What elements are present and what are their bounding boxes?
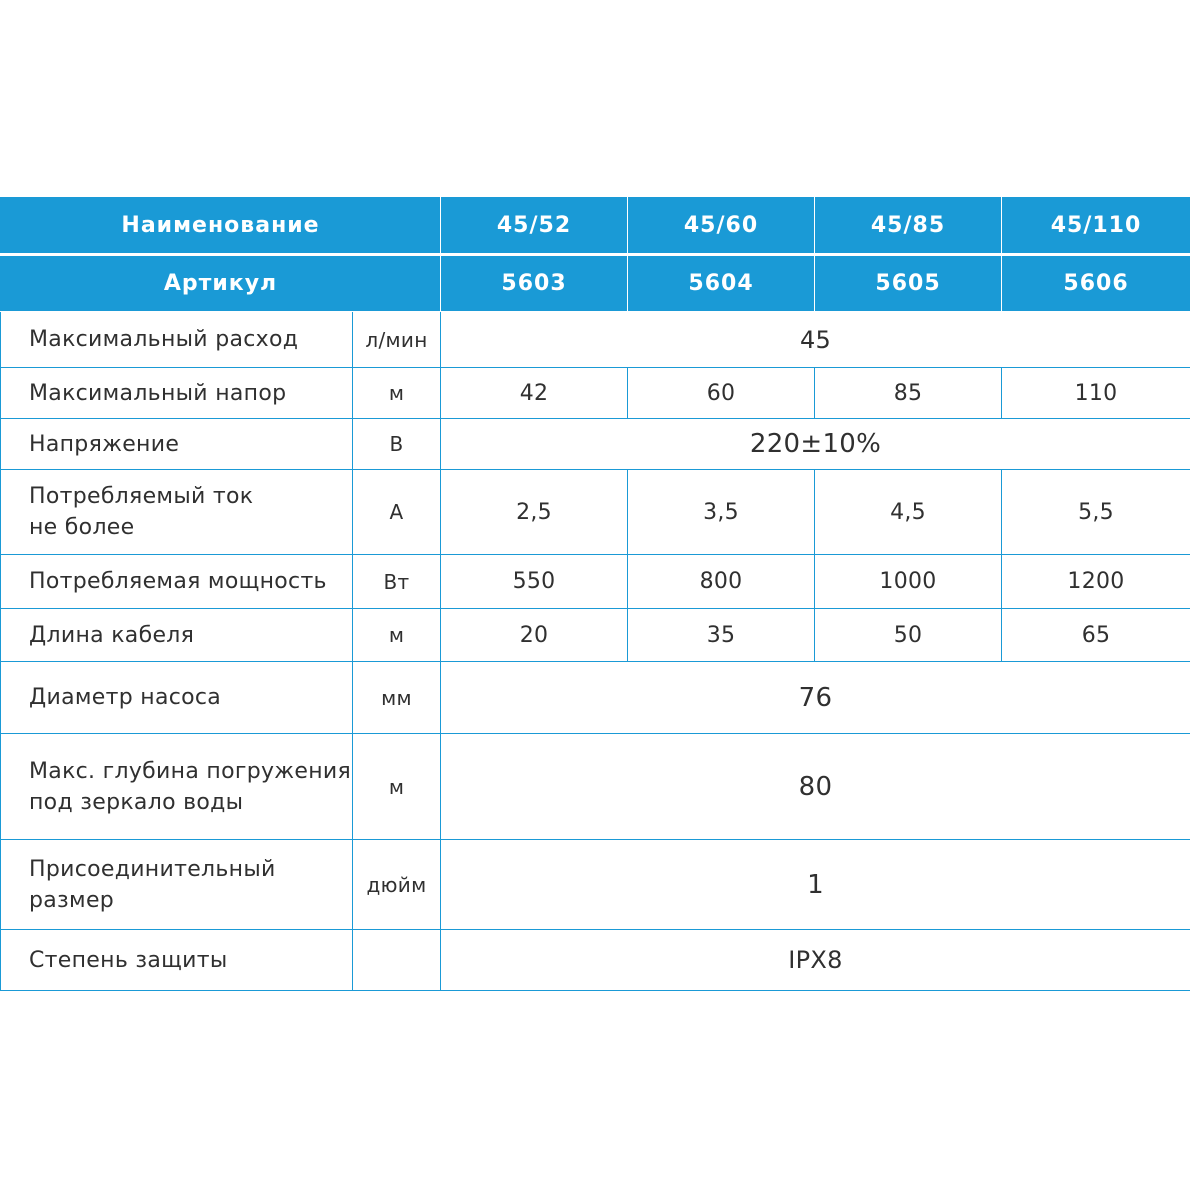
cell-value: 42 — [441, 368, 628, 419]
param-label: Напряжение — [1, 419, 353, 470]
header-row-name — [1, 198, 1190, 255]
merged-value: 45 — [441, 312, 1190, 368]
param-label-line2: под зеркало воды — [29, 789, 244, 815]
article-header: Артикул — [1, 255, 441, 312]
unit-label: дюйм — [353, 840, 441, 930]
table-row-protection — [1, 930, 1190, 991]
param-label: Длина кабеля — [1, 609, 353, 662]
param-label: Диаметр насоса — [1, 662, 353, 734]
table-row-max-head — [1, 368, 1190, 419]
cell-value: 2,5 — [441, 470, 628, 555]
cell-value: 3,5 — [628, 470, 815, 555]
cell-value: 1200 — [1002, 555, 1190, 609]
article-value: 5604 — [628, 255, 815, 312]
merged-value: 1 — [441, 840, 1190, 930]
spec-table — [0, 197, 1190, 991]
unit-label: л/мин — [353, 312, 441, 368]
table-row-cable-length — [1, 609, 1190, 662]
cell-value: 5,5 — [1002, 470, 1190, 555]
param-label: Максимальный напор — [1, 368, 353, 419]
param-label: Потребляемая мощность — [1, 555, 353, 609]
header-row-article — [1, 255, 1190, 312]
cell-value: 65 — [1002, 609, 1190, 662]
merged-value: 80 — [441, 734, 1190, 840]
cell-value: 800 — [628, 555, 815, 609]
cell-value: 550 — [441, 555, 628, 609]
model-header: 45/52 — [441, 198, 628, 255]
table-row-voltage — [1, 419, 1190, 470]
unit-label: Вт — [353, 555, 441, 609]
table-row-power — [1, 555, 1190, 609]
cell-value: 110 — [1002, 368, 1190, 419]
unit-label: В — [353, 419, 441, 470]
param-label-line1: Потребляемый ток — [29, 484, 254, 509]
cell-value: 50 — [815, 609, 1002, 662]
model-header: 45/60 — [628, 198, 815, 255]
merged-value: 220±10% — [441, 419, 1190, 470]
unit-label: м — [353, 368, 441, 419]
article-value: 5603 — [441, 255, 628, 312]
cell-value: 1000 — [815, 555, 1002, 609]
table-row-connection-size — [1, 840, 1190, 930]
table-row-pump-diameter — [1, 662, 1190, 734]
unit-label: А — [353, 470, 441, 555]
table-row-current — [1, 470, 1190, 555]
param-label — [1, 734, 353, 840]
param-label: Присоединительный размер — [1, 840, 353, 930]
article-value: 5606 — [1002, 255, 1190, 312]
article-value: 5605 — [815, 255, 1002, 312]
cell-value: 85 — [815, 368, 1002, 419]
merged-value: IPX8 — [441, 930, 1190, 991]
unit-label: м — [353, 734, 441, 840]
table-row-max-flow — [1, 312, 1190, 368]
merged-value: 76 — [441, 662, 1190, 734]
cell-value: 4,5 — [815, 470, 1002, 555]
param-label-line1: Макс. глубина погружения — [29, 758, 352, 784]
param-label-line2: не более — [29, 515, 135, 540]
cell-value: 35 — [628, 609, 815, 662]
model-header: 45/110 — [1002, 198, 1190, 255]
cell-value: 60 — [628, 368, 815, 419]
unit-label — [353, 930, 441, 991]
param-label: Степень защиты — [1, 930, 353, 991]
param-label — [1, 470, 353, 555]
cell-value: 20 — [441, 609, 628, 662]
unit-label: м — [353, 609, 441, 662]
name-header: Наименование — [1, 198, 441, 255]
param-label: Максимальный расход — [1, 312, 353, 368]
unit-label: мм — [353, 662, 441, 734]
table-row-max-depth — [1, 734, 1190, 840]
model-header: 45/85 — [815, 198, 1002, 255]
